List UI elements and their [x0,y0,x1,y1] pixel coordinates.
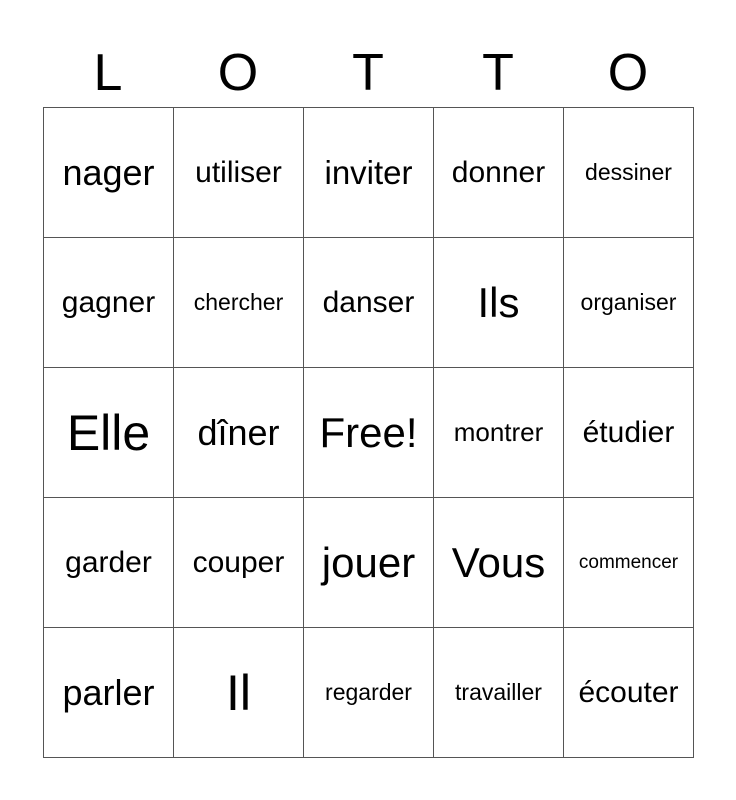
board-cell[interactable]: chercher [174,238,304,368]
bingo-board [43,107,694,758]
header-letter-o: O [217,44,259,102]
board-cell[interactable]: étudier [564,368,694,498]
board-cell[interactable]: organiser [564,238,694,368]
header-letter-l: L [93,44,123,102]
board-cell[interactable]: travailler [434,628,564,758]
board-cell[interactable]: inviter [304,108,434,238]
board-cell[interactable]: Il [174,628,304,758]
board-cell[interactable]: écouter [564,628,694,758]
board-cell[interactable]: utiliser [174,108,304,238]
board-cell[interactable]: garder [44,498,174,628]
board-cell[interactable]: montrer [434,368,564,498]
board-cell[interactable]: dessiner [564,108,694,238]
board-cell[interactable]: regarder [304,628,434,758]
board-cell[interactable]: nager [44,108,174,238]
board-cell[interactable]: jouer [304,498,434,628]
board-cell[interactable]: Vous [434,498,564,628]
board-cell[interactable]: Elle [44,368,174,498]
board-cell[interactable]: parler [44,628,174,758]
free-space-cell[interactable]: Free! [304,368,434,498]
header-letter-o2: O [607,44,649,102]
board-cell[interactable]: couper [174,498,304,628]
lotto-header [43,40,693,106]
board-cell[interactable]: danser [304,238,434,368]
board-cell[interactable]: donner [434,108,564,238]
header-letter-t: T [352,44,384,102]
board-cell[interactable]: Ils [434,238,564,368]
board-cell[interactable]: commencer [564,498,694,628]
board-cell[interactable]: gagner [44,238,174,368]
header-letter-t2: T [482,44,514,102]
board-cell[interactable]: dîner [174,368,304,498]
